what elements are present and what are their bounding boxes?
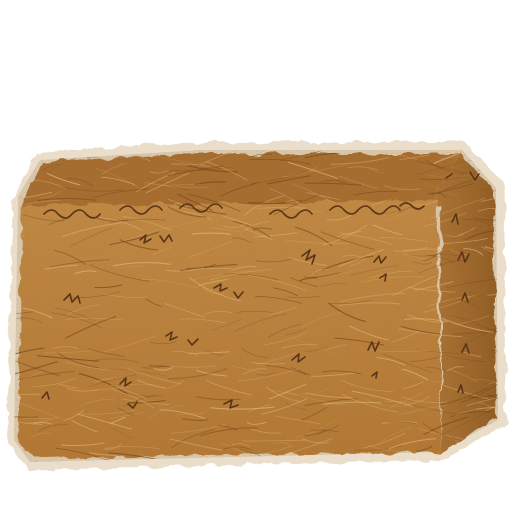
straw-stroke xyxy=(149,366,170,367)
straw-stroke xyxy=(479,437,503,441)
